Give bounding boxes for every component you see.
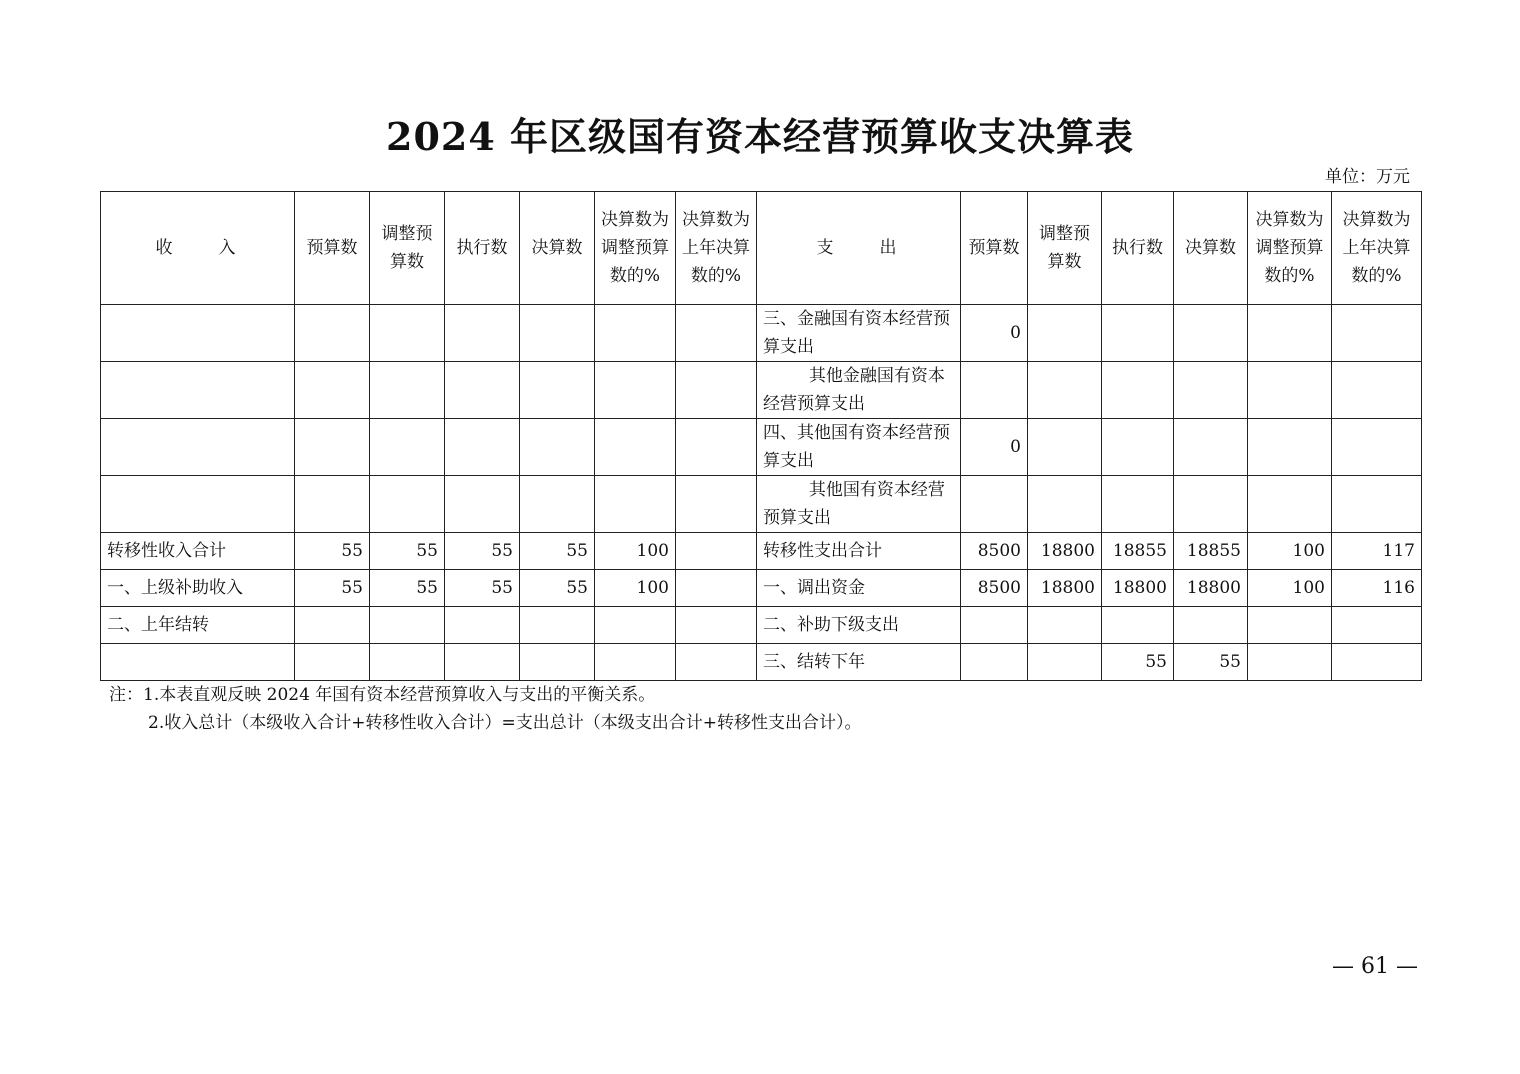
cell	[520, 305, 595, 362]
cell	[1028, 419, 1102, 476]
expense-label: 其他金融国有资本经营预算支出	[757, 362, 961, 419]
cell	[520, 419, 595, 476]
cell	[1028, 362, 1102, 419]
cell	[1028, 644, 1102, 681]
table-row	[101, 419, 1422, 476]
cell	[445, 362, 520, 419]
table-row	[101, 305, 1422, 362]
table-row	[101, 362, 1422, 419]
cell: 117	[1332, 533, 1422, 570]
cell	[520, 362, 595, 419]
header-expense: 支 出	[757, 192, 961, 305]
cell: 116	[1332, 570, 1422, 607]
cell	[1248, 419, 1332, 476]
income-label: 一、上级补助收入	[101, 570, 295, 607]
cell: 55	[445, 570, 520, 607]
cell	[1174, 419, 1248, 476]
cell	[1028, 305, 1102, 362]
cell	[676, 644, 757, 681]
expense-label: 二、补助下级支出	[757, 607, 961, 644]
income-label: 二、上年结转	[101, 607, 295, 644]
cell	[445, 305, 520, 362]
cell: 55	[370, 570, 445, 607]
cell	[295, 607, 370, 644]
header-executed: 执行数	[445, 192, 520, 305]
header-executed: 执行数	[1102, 192, 1174, 305]
cell: 0	[961, 305, 1028, 362]
cell	[445, 419, 520, 476]
cell: 100	[1248, 533, 1332, 570]
cell	[595, 644, 676, 681]
page-number: — 61 —	[1332, 954, 1418, 979]
note-2: 2.收入总计（本级收入合计+转移性收入合计）=支出总计（本级支出合计+转移性支出合计）。	[148, 713, 862, 733]
cell	[370, 419, 445, 476]
cell	[595, 419, 676, 476]
cell	[1248, 305, 1332, 362]
cell	[676, 533, 757, 570]
header-row	[101, 192, 1422, 305]
cell	[1174, 476, 1248, 533]
cell	[676, 362, 757, 419]
cell	[1102, 362, 1174, 419]
cell: 55	[445, 533, 520, 570]
cell: 18800	[1028, 533, 1102, 570]
cell	[370, 362, 445, 419]
header-pct-adjusted: 决算数为调整预算数的%	[595, 192, 676, 305]
cell	[676, 570, 757, 607]
income-label	[101, 362, 295, 419]
cell: 55	[370, 533, 445, 570]
cell	[676, 607, 757, 644]
cell	[370, 476, 445, 533]
cell	[1248, 476, 1332, 533]
cell	[520, 476, 595, 533]
cell	[1248, 644, 1332, 681]
cell: 18800	[1028, 570, 1102, 607]
cell	[295, 644, 370, 681]
cell	[1174, 607, 1248, 644]
cell	[595, 607, 676, 644]
cell	[520, 644, 595, 681]
cell	[295, 362, 370, 419]
cell: 18855	[1174, 533, 1248, 570]
cell	[676, 419, 757, 476]
header-pct-adjusted: 决算数为调整预算数的%	[1248, 192, 1332, 305]
table-row	[101, 570, 1422, 607]
header-pct-last-year: 决算数为上年决算数的%	[1332, 192, 1422, 305]
cell: 8500	[961, 533, 1028, 570]
cell: 100	[595, 533, 676, 570]
cell	[595, 476, 676, 533]
expense-label: 一、调出资金	[757, 570, 961, 607]
cell	[961, 644, 1028, 681]
table-row	[101, 607, 1422, 644]
cell: 18855	[1102, 533, 1174, 570]
header-adjusted: 调整预算数	[1028, 192, 1102, 305]
cell	[1248, 362, 1332, 419]
header-income: 收 入	[101, 192, 295, 305]
cell: 100	[1248, 570, 1332, 607]
cell	[595, 362, 676, 419]
cell	[676, 476, 757, 533]
table-row	[101, 644, 1422, 681]
table-row	[101, 476, 1422, 533]
cell	[295, 476, 370, 533]
page-title: 2024 年区级国有资本经营预算收支决算表	[386, 114, 1134, 159]
cell: 55	[1102, 644, 1174, 681]
expense-label: 三、金融国有资本经营预算支出	[757, 305, 961, 362]
expense-label: 三、结转下年	[757, 644, 961, 681]
cell	[520, 607, 595, 644]
cell	[1028, 607, 1102, 644]
cell: 55	[295, 570, 370, 607]
cell	[1248, 607, 1332, 644]
header-final: 决算数	[520, 192, 595, 305]
note-1: 注：1.本表直观反映 2024 年国有资本经营预算收入与支出的平衡关系。	[109, 685, 656, 705]
income-label	[101, 419, 295, 476]
cell	[370, 607, 445, 644]
cell: 55	[1174, 644, 1248, 681]
cell: 18800	[1102, 570, 1174, 607]
header-pct-last-year: 决算数为上年决算数的%	[676, 192, 757, 305]
expense-label: 四、其他国有资本经营预算支出	[757, 419, 961, 476]
budget-table	[100, 191, 1422, 681]
header-budget: 预算数	[961, 192, 1028, 305]
header-adjusted: 调整预算数	[370, 192, 445, 305]
header-final: 决算数	[1174, 192, 1248, 305]
cell	[445, 607, 520, 644]
cell	[676, 305, 757, 362]
cell	[1332, 362, 1422, 419]
cell	[445, 476, 520, 533]
table-row-total	[101, 533, 1422, 570]
cell	[1332, 607, 1422, 644]
cell	[1102, 305, 1174, 362]
cell	[1174, 362, 1248, 419]
income-label: 转移性收入合计	[101, 533, 295, 570]
cell: 8500	[961, 570, 1028, 607]
cell	[445, 644, 520, 681]
income-label	[101, 476, 295, 533]
cell: 55	[520, 533, 595, 570]
cell	[1332, 644, 1422, 681]
cell	[1102, 419, 1174, 476]
income-label	[101, 305, 295, 362]
cell	[595, 305, 676, 362]
cell	[295, 419, 370, 476]
cell	[961, 362, 1028, 419]
cell: 0	[961, 419, 1028, 476]
cell	[295, 305, 370, 362]
cell	[961, 476, 1028, 533]
cell	[1174, 305, 1248, 362]
cell	[1102, 607, 1174, 644]
cell	[1102, 476, 1174, 533]
header-budget: 预算数	[295, 192, 370, 305]
cell: 100	[595, 570, 676, 607]
cell	[1332, 305, 1422, 362]
income-label	[101, 644, 295, 681]
cell	[1332, 419, 1422, 476]
cell	[370, 305, 445, 362]
cell: 55	[520, 570, 595, 607]
expense-label: 转移性支出合计	[757, 533, 961, 570]
expense-label: 其他国有资本经营预算支出	[757, 476, 961, 533]
cell: 18800	[1174, 570, 1248, 607]
unit-label: 单位：万元	[1325, 167, 1410, 187]
cell	[1332, 476, 1422, 533]
cell	[1028, 476, 1102, 533]
cell	[370, 644, 445, 681]
cell	[961, 607, 1028, 644]
cell: 55	[295, 533, 370, 570]
